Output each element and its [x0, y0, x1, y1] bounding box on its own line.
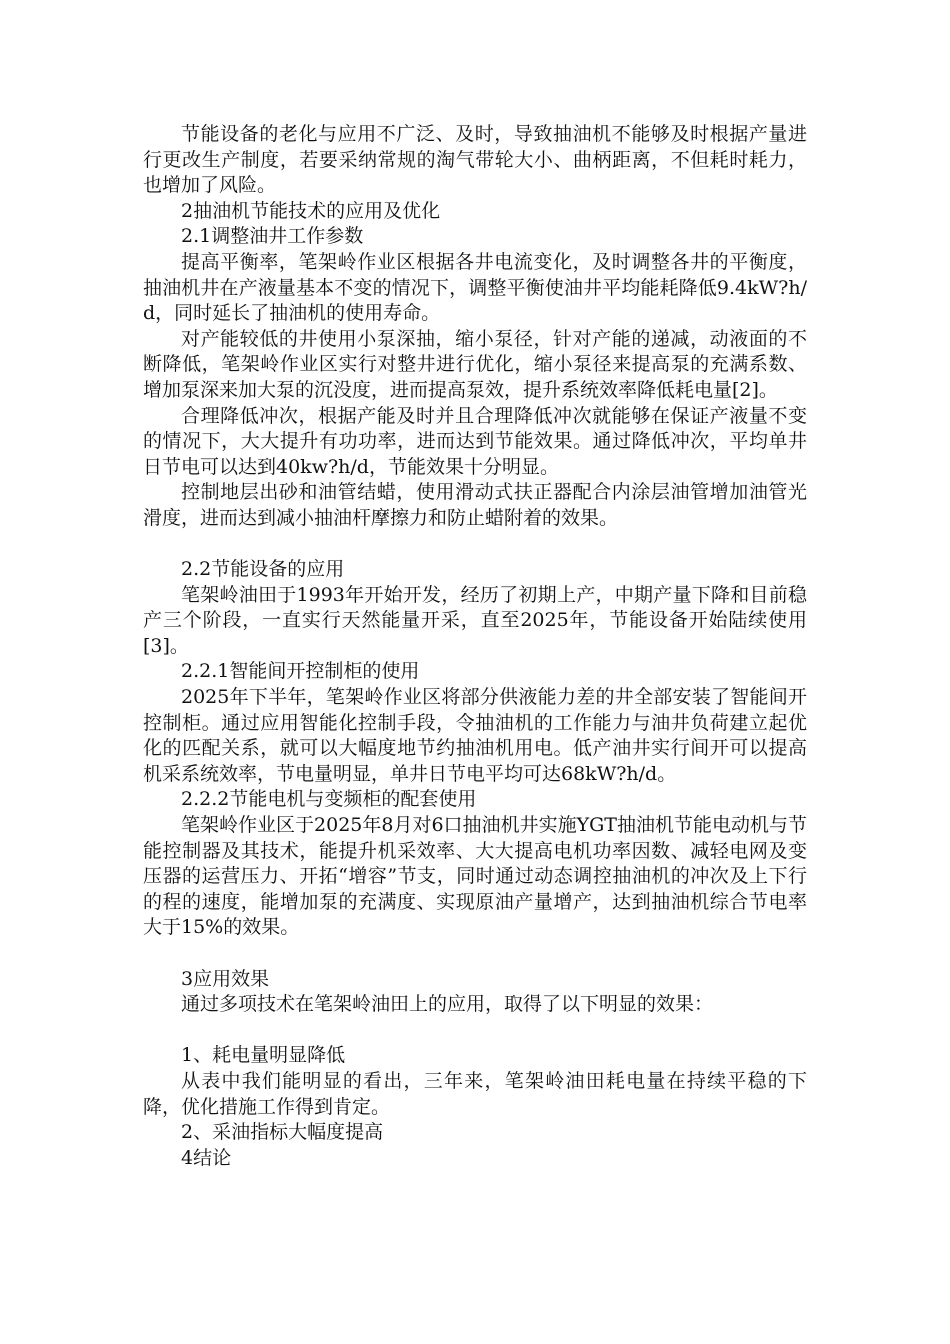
section-heading-2: 2抽油机节能技术的应用及优化 [181, 199, 441, 222]
list-heading-2: 2、采油指标大幅度提高 [181, 1121, 384, 1144]
paragraph-sand-wax-control: 控制地层出砂和油管结蜡，使用滑动式扶正器配合内涂层油管增加油管光滑度，进而达到减小抽油杆摩擦力和防止蜡附着的效果。 [143, 481, 807, 529]
subsection-heading-2-2-1: 2.2.1智能间开控制柜的使用 [181, 660, 420, 683]
paragraph-aging-equipment: 节能设备的老化与应用不广泛、及时，导致抽油机不能够及时根据产量进行更改生产制度，若要采纳常规的淘气带轮大小、曲柄距离，不但耗时耗力，也增加了风险。 [143, 123, 807, 197]
paragraph-smart-control-cabinet: 2025年下半年，笔架岭作业区将部分供液能力差的井全部安装了智能间开控制柜。通过应用智能化控制手段，令抽油机的工作能力与油井负荷建立起优化的匹配关系，就可以大幅度地节约抽油机用电。低产油井实行间开可以提高机采系统效率，节电量明显，单井日节电平均可达68kW?h/d。 [143, 686, 807, 785]
subsection-heading-2-1: 2.1调整油井工作参数 [181, 225, 364, 248]
list-heading-1: 1、耗电量明显降低 [181, 1044, 346, 1067]
blank-line [143, 941, 807, 967]
paragraph-energy-motor: 笔架岭作业区于2025年8月对6口抽油机井实施YGT抽油机节能电动机与节能控制器及其技术，能提升机采效率、大大提高电机功率因数、减轻电网及变压器的运营压力、开拓“增容”节支，同时通过动态调控抽油机的冲次及上下行的程的速度，能增加泵的充满度、实现原油产量增产，达到抽油机综合节电率大于15%的效果。 [143, 814, 807, 939]
paragraph-results-intro: 通过多项技术在笔架岭油田上的应用，取得了以下明显的效果： [181, 993, 714, 1016]
document-body [143, 122, 807, 1171]
paragraph-balance-rate: 提高平衡率，笔架岭作业区根据各井电流变化，及时调整各井的平衡度，抽油机井在产液量基本不变的情况下，调整平衡使油井平均能耗降低9.4kW?h/d，同时延长了抽油机的使用寿命。 [143, 250, 807, 325]
paragraph-small-pump: 对产能较低的井使用小泵深抽，缩小泵径，针对产能的递减，动液面的不断降低，笔架岭作业区实行对整井进行优化，缩小泵径来提高泵的充满系数、增加泵深来加大泵的沉没度，进而提高泵效，提升系统效率降低耗电量[2]。 [143, 327, 807, 401]
section-heading-3: 3应用效果 [181, 967, 270, 990]
paragraph-stroke-rate: 合理降低冲次，根据产能及时并且合理降低冲次就能够在保证产液量不变的情况下，大大提升有功功率，进而达到节能效果。通过降低冲次，平均单井日节电可以达到40kw?h/d，节能效果十分明显。 [143, 404, 807, 478]
paragraph-field-history: 笔架岭油田于1993年开始开发，经历了初期上产，中期产量下降和目前稳产三个阶段，一直实行天然能量开采，直至2025年，节能设备开始陆续使用[3]。 [143, 583, 807, 657]
blank-line [143, 532, 807, 558]
section-heading-4: 4结论 [181, 1146, 232, 1169]
subsection-heading-2-2-2: 2.2.2节能电机与变频柜的配套使用 [181, 788, 477, 811]
paragraph-consumption-trend: 从表中我们能明显的看出，三年来，笔架岭油田耗电量在持续平稳的下降，优化措施工作得到肯定。 [143, 1069, 807, 1118]
blank-line [143, 1018, 807, 1044]
subsection-heading-2-2: 2.2节能设备的应用 [181, 558, 345, 581]
